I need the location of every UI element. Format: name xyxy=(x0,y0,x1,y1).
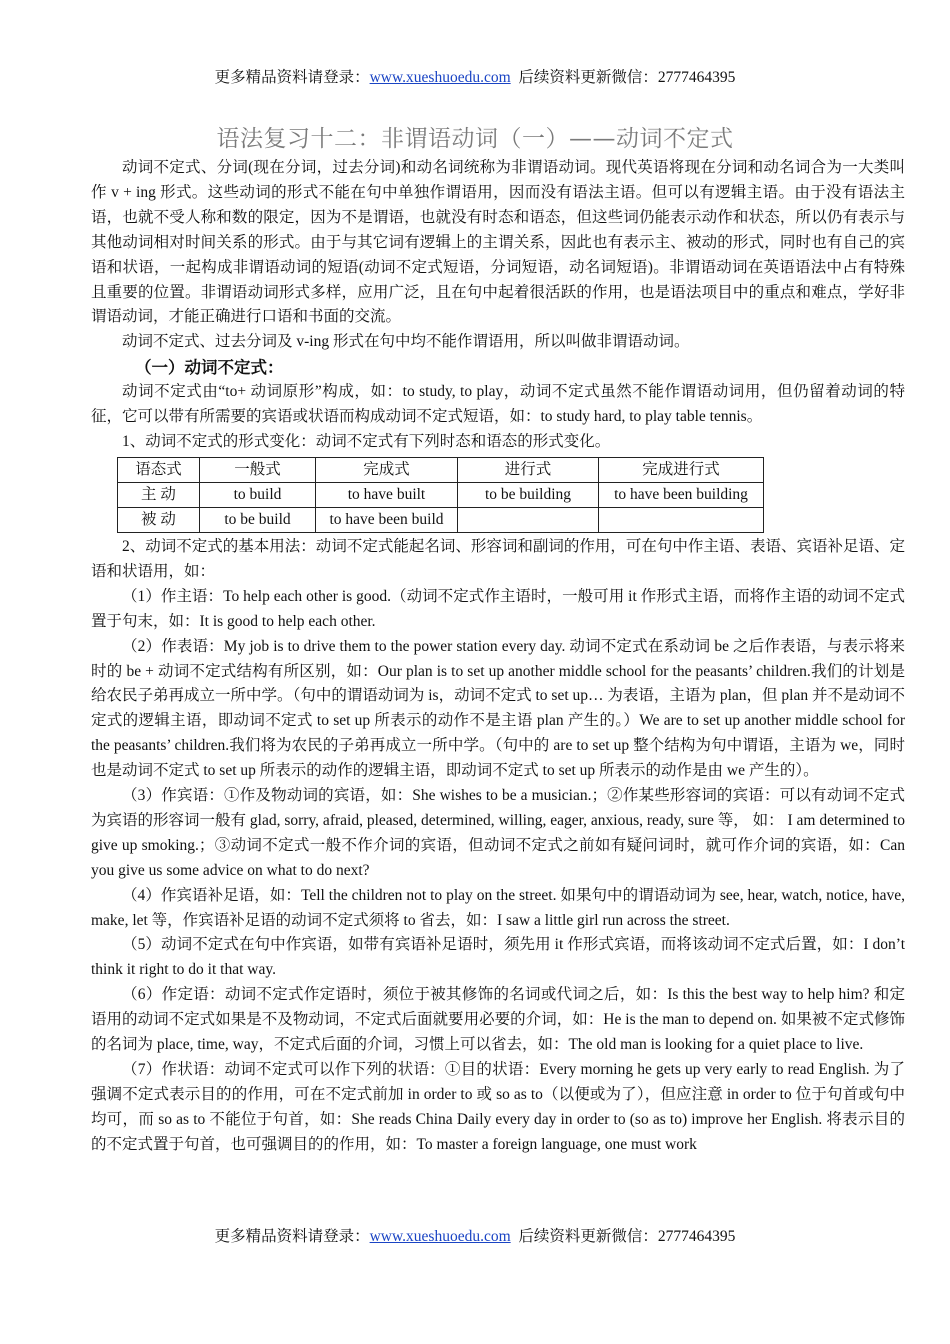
table-header-cell: 进行式 xyxy=(458,457,599,482)
usage-4-object-complement: （4）作宾语补足语，如：Tell the children not to play on the street. 如果句中的谓语动词为 see, hear, watch, notice, have, make, let 等，作宾语补足语的动词不定式须将 to 省去，如：I saw a little girl run across the street. xyxy=(91,886,905,929)
table-row xyxy=(118,482,764,507)
table-cell: 主 动 xyxy=(118,482,200,507)
table-header-cell: 语态式 xyxy=(118,457,200,482)
header-url-link[interactable]: www.xueshuoedu.com xyxy=(369,69,511,86)
table-cell: to have built xyxy=(316,482,458,507)
intro-paragraph-1: 动词不定式、分词(现在分词，过去分词)和动名词统称为非谓语动词。现代英语将现在分词和动名词合为一大类叫作 v + ing 形式。这些动词的形式不能在句中单独作谓语用，因而没有语法主语。但可以有逻辑主语。由于没有语法主语，也就不受人称和数的限定，因为不是谓语，也就没有时态和语态，但这些词仍能表示动作和状态，所以仍有表示与其他动词相对时间关系的形式。由于与其它词有逻辑上的主谓关系，因此也有表示主、被动的形式，同时也有自己的宾语和状语，一起构成非谓语动词的短语(动词不定式短语，分词短语，动名词短语)。非谓语动词在英语语法中占有特殊且重要的位置。非谓语动词形式多样，应用广泛，且在句中起着很活跃的作用，也是语法项目中的重点和难点，学好非谓语动词，才能正确进行口语和书面的交流。 xyxy=(91,159,905,326)
usage-6-attribute: （6）作定语：动词不定式作定语时，须位于被其修饰的名词或代词之后，如：Is this the best way to help him? 和定语用的动词不定式如果是不及物动词，不定式后面就要用必要的介词，如：He is the man to depend on. 如果被不定式修饰的名词为 place, time, way，不定式后面的介词，习惯上可以省去，如：The old man is looking for a quiet place to live. xyxy=(91,986,905,1054)
footer-url-link[interactable]: www.xueshuoedu.com xyxy=(369,1228,511,1245)
table-cell: to build xyxy=(200,482,316,507)
page-footer xyxy=(0,1227,950,1247)
table-cell xyxy=(458,507,599,532)
usage-5-formal-object: （5）动词不定式在句中作宾语，如带有宾语补足语时，须先用 it 作形式宾语，而将该动词不定式后置，如：I don’t think it right to do it that way. xyxy=(91,936,905,979)
header-suffix: 后续资料更新微信：2777464395 xyxy=(510,69,736,86)
table-header-cell: 完成式 xyxy=(316,457,458,482)
table-header-row xyxy=(118,457,764,482)
page-title: 语法复习十二：非谓语动词（一）——动词不定式 xyxy=(216,126,734,152)
intro-paragraph-2: 动词不定式、过去分词及 v-ing 形式在句中均不能作谓语用，所以叫做非谓语动词。 xyxy=(122,333,690,351)
table-cell: to be build xyxy=(200,507,316,532)
header-prefix: 更多精品资料请登录： xyxy=(214,69,370,86)
section-intro: 动词不定式由“to+ 动词原形”构成，如：to study, to play，动词不定式虽然不能作谓语动词用，但仍留着动词的特征，它可以带有所需要的宾语或状语而构成动词不定式短语，如：to study hard, to play table tennis。 xyxy=(91,383,905,426)
usage-1-subject: （1）作主语：To help each other is good.（动词不定式作主语时，一般可用 it 作形式主语，而将作主语的动词不定式置于句末，如：It is good to help each other. xyxy=(91,587,905,630)
usage-7-adverbial: （7）作状语：动词不定式可以作下列的状语：①目的状语：Every morning he gets up very early to read English. 为了强调不定式表示目的的作用，可在不定式前加 in order to 或 so as to（以便或为了），但应注意 in order to 位于句首或句中均可，而 so as to 不能位于句首，如：She reads China Daily every day in order to (so as to) improve her English. 将表示目的的不定式置于句首，也可强调目的的作用，如：To master a foreign language, one must work xyxy=(91,1061,905,1153)
footer-prefix: 更多精品资料请登录： xyxy=(214,1228,370,1245)
table-cell xyxy=(599,507,764,532)
table-cell: to have been building xyxy=(599,482,764,507)
table-row xyxy=(118,507,764,532)
usage-3-object: （3）作宾语：①作及物动词的宾语，如：She wishes to be a musician.；②作某些形容词的宾语：可以有动词不定式为宾语的形容词一般有 glad, sorry, afraid, pleased, determined, willing, eager, anxious, ready, sure 等， 如： I am determined to give up smoking.；③动词不定式一般不作介词的宾语，但动词不定式之前如有疑问词时，就可作介词的宾语，如：Can you give us some advice on what to do next? xyxy=(91,787,905,879)
document-body xyxy=(91,156,905,1158)
table-header-cell: 完成进行式 xyxy=(599,457,764,482)
infinitive-forms-table xyxy=(117,457,764,533)
page-header xyxy=(0,68,950,88)
table-header-cell: 一般式 xyxy=(200,457,316,482)
footer-suffix: 后续资料更新微信：2777464395 xyxy=(510,1228,736,1245)
table-cell: 被 动 xyxy=(118,507,200,532)
table-cell: to be building xyxy=(458,482,599,507)
section-heading: （一）动词不定式： xyxy=(135,358,284,378)
table-cell: to have been build xyxy=(316,507,458,532)
point-1: 1、动词不定式的形式变化：动词不定式有下列时态和语态的形式变化。 xyxy=(122,433,611,451)
point-2: 2、动词不定式的基本用法：动词不定式能起名词、形容词和副词的作用，可在句中作主语、表语、宾语补足语、定语和状语用，如： xyxy=(91,537,905,580)
usage-2-predicative: （2）作表语：My job is to drive them to the power station every day. 动词不定式在系动词 be 之后作表语，与表示将来时的 be + 动词不定式结构有所区别，如：Our plan is to set up another middle school for the peasants’ children.我们的计划是给农民子弟再成立一所中学。（句中的谓语动词为 is，动词不定式 to set up… 为表语，主语为 plan，但 plan 并不是动词不定式的逻辑主语，即动词不定式 to set up 所表示的动作不是主语 plan 产生的。）We are to set up another middle school for the peasants’ children.我们将为农民的子弟再成立一所中学。（句中的 are to set up 整个结构为句中谓语，主语为 we，同时也是动词不定式 to set up 所表示的动作的逻辑主语，即动词不定式 to set up 所表示的动作是由 we 产生的）。 xyxy=(91,637,905,780)
